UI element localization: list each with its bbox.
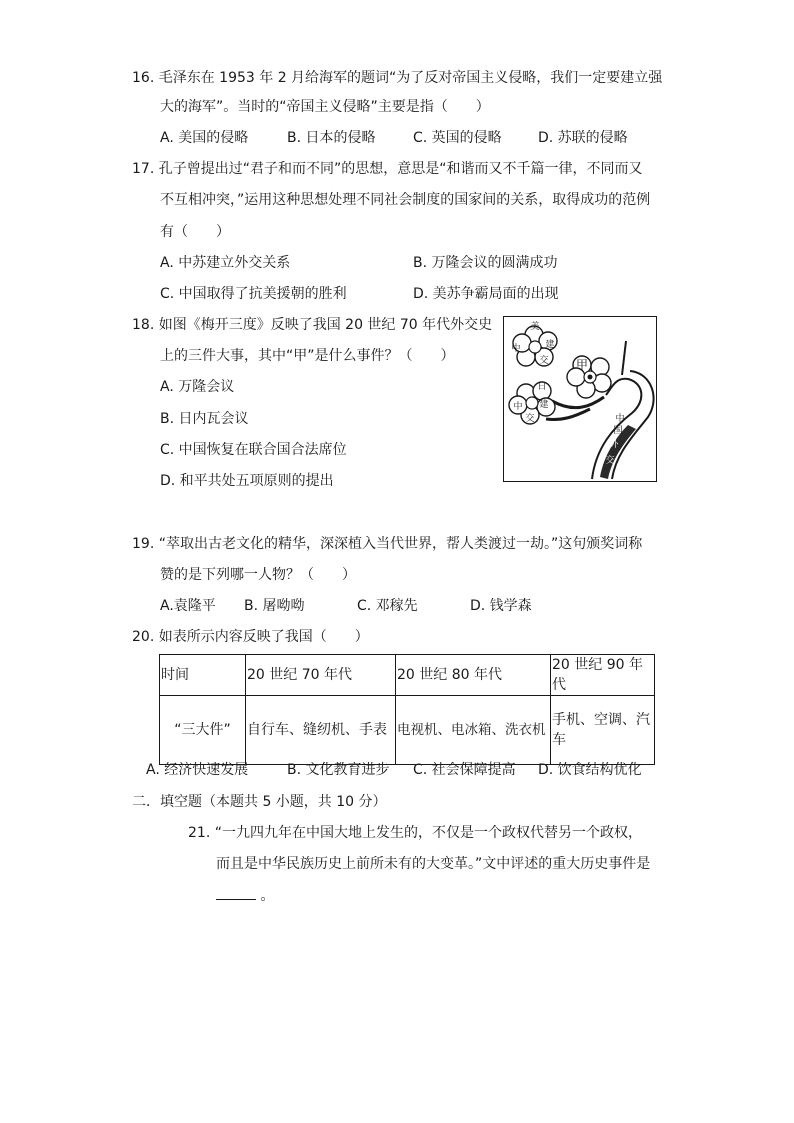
table-cell: “三大件” (160, 696, 246, 765)
answer-blank[interactable] (216, 885, 256, 900)
q16-option-a: A. 美国的侵略 (160, 130, 249, 146)
q21-stem-line2: 而且是中华民族历史上前所未有的大变革。”文中评述的重大历史事件是 (216, 856, 651, 872)
q17-stem-line1: 17. 孔子曾提出过“君子和而不同”的思想，意思是“和谐而又不千篇一律，不同而又 (132, 161, 643, 177)
q21-end-mark: 。 (260, 888, 275, 904)
blossom3-char-4: 交 (525, 414, 535, 424)
q18-stem-line2: 上的三件大事，其中“甲”是什么事件？（ ） (160, 348, 455, 364)
blossom3-char-3: 建 (539, 400, 549, 410)
q19-option-d: D. 钱学森 (470, 598, 532, 614)
table-header-cell: 20 世纪 90 年代 (551, 655, 655, 696)
q20-option-a: A. 经济快速发展 (146, 762, 249, 778)
q16-option-c: C. 英国的侵略 (413, 130, 502, 146)
q16-option-d: D. 苏联的侵略 (538, 130, 628, 146)
table-header-row (160, 655, 655, 696)
q18-option-c: C. 中国恢复在联合国合法席位 (160, 442, 347, 458)
table-header-cell: 20 世纪 70 年代 (246, 655, 396, 696)
table-header-cell: 时间 (160, 655, 246, 696)
q16-option-b: B. 日本的侵略 (287, 130, 376, 146)
blossom2-label: 甲 (575, 358, 589, 372)
blossom1-char-1: 美 (530, 322, 540, 332)
q20-option-b: B. 文化教育进步 (287, 762, 390, 778)
q16-stem-line1: 16. 毛泽东在 1953 年 2 月给海军的题词“为了反对帝国主义侵略，我们一定要建立强 (132, 70, 663, 86)
blossom1-char-3: 建 (545, 340, 555, 350)
blossom-japan-china (509, 381, 555, 424)
q20-table (159, 654, 655, 765)
q20-option-d: D. 饮食结构优化 (538, 762, 642, 778)
trunk-char-4: 交 (605, 456, 615, 466)
q17-option-c: C. 中国取得了抗美援朝的胜利 (160, 286, 347, 302)
q16-stem-line2: 大的海军”。当时的“帝国主义侵略”主要是指（ ） (160, 99, 490, 115)
table-row (160, 696, 655, 765)
blossom1-char-4: 交 (539, 356, 549, 366)
trunk-char-3: 外 (609, 440, 619, 450)
section-heading: 二．填空题（本题共 5 小题，共 10 分） (132, 794, 387, 810)
blossom-jia (567, 356, 611, 398)
table-cell: 手机、空调、汽车 (551, 696, 655, 765)
q17-stem-line3: 有（ ） (160, 224, 230, 240)
q20-stem-line1: 20. 如表所示内容反映了我国（ ） (132, 629, 369, 645)
blossom1-char-2: 中 (511, 344, 521, 354)
q18-option-d: D. 和平共处五项原则的提出 (160, 473, 334, 489)
q20-option-c: C. 社会保障提高 (413, 762, 516, 778)
trunk-char-1: 中 (615, 414, 625, 424)
table-cell: 自行车、缝纫机、手表 (246, 696, 396, 765)
q17-option-a: A. 中苏建立外交关系 (160, 255, 291, 271)
blossom3-char-1: 日 (537, 382, 547, 392)
q18-plum-blossom-figure (503, 316, 657, 482)
q19-option-a: A.袁隆平 (160, 598, 216, 614)
branch-twig (622, 341, 626, 375)
q17-option-b: B. 万隆会议的圆满成功 (413, 255, 558, 271)
q17-option-d: D. 美苏争霸局面的出现 (413, 286, 559, 302)
table-cell: 电视机、电冰箱、洗衣机 (396, 696, 551, 765)
q19-stem-line2: 赞的是下列哪一人物？（ ） (160, 567, 356, 583)
q18-stem-line1: 18. 如图《梅开三度》反映了我国 20 世纪 70 年代外交史 (132, 317, 493, 333)
branch-upper (552, 397, 604, 408)
table-header-cell: 20 世纪 80 年代 (396, 655, 551, 696)
q19-option-b: B. 屠呦呦 (244, 598, 305, 614)
plum-branch-illustration (504, 317, 656, 481)
blossom-us-china (511, 320, 557, 366)
q19-stem-line1: 19. “萃取出古老文化的精华，深深植入当代世界，帮人类渡过一劫。”这句颁奖词称 (132, 536, 643, 552)
q18-option-a: A. 万隆会议 (160, 379, 235, 395)
trunk-char-2: 国 (613, 426, 623, 436)
q18-option-b: B. 日内瓦会议 (160, 411, 249, 427)
q17-stem-line2: 不互相冲突，”运用这种思想处理不同社会制度的国家间的关系，取得成功的范例 (160, 192, 651, 208)
q19-option-c: C. 邓稼先 (357, 598, 418, 614)
q21-answer-line (216, 885, 274, 906)
q21-stem-line1: 21. “一九四九年在中国大地上发生的，不仅是一个政权代替另一个政权， (188, 825, 642, 841)
blossom3-char-2: 中 (513, 402, 523, 412)
